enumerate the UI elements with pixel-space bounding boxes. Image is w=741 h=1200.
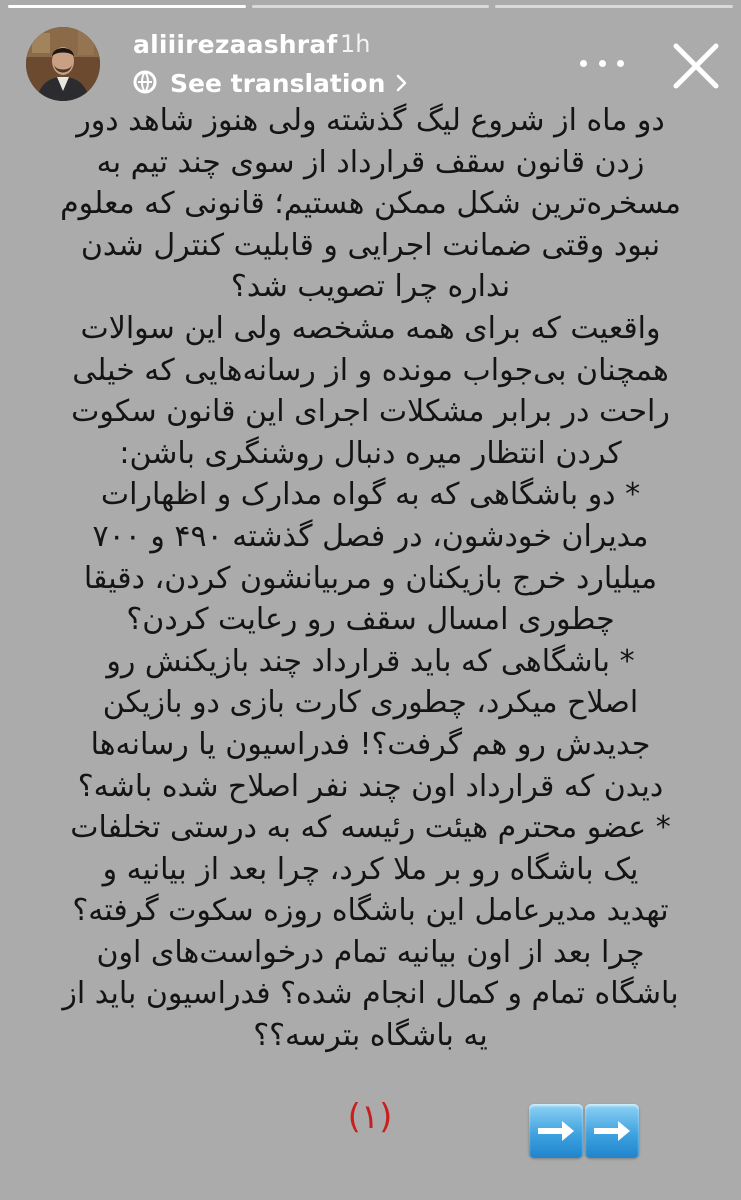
story-line: راحت در برابر مشکلات اجرای این قانون سکوت	[71, 394, 670, 430]
story-line: جدیدش رو هم گرفت؟! فدراسیون یا رسانه‌ها	[90, 726, 651, 762]
story-line: میلیارد خرج بازیکنان و مربیانشون کردن، دقیقا	[83, 560, 658, 596]
story-line: دو ماه از شروع لیگ گذشته ولی هنوز شاهد دور	[76, 103, 665, 138]
progress-segment-3	[495, 5, 733, 8]
see-translation-button[interactable]	[132, 66, 409, 100]
story-line: کردن انتظار میره دنبال روشنگری باشن:	[119, 435, 622, 471]
story-line: * عضو محترم هیئت رئیسه که به درستی تخلفات	[70, 810, 671, 846]
username[interactable]: aliiirezaashraf	[133, 30, 338, 59]
story-progress-bar	[8, 5, 733, 8]
story-line: مدیران خودشون، در فصل گذشته ۴۹۰ و ۷۰۰	[92, 518, 649, 554]
story-line: چرا بعد از اون بیانیه تمام درخواست‌های اون	[96, 934, 645, 970]
time-ago: 1h	[340, 30, 371, 58]
dot-icon	[580, 60, 587, 67]
story-line: یک باشگاه رو بر ملا کرد، چرا بعد از بیانیه و	[102, 851, 639, 887]
translate-icon	[132, 69, 160, 97]
close-icon	[668, 38, 724, 94]
right-arrow-emoji-icon	[585, 1104, 639, 1158]
story-line: مسخره‌ترین شکل ممکن هستیم؛ قانونی که معلوم	[60, 186, 681, 222]
story-line: همچنان بی‌جواب مونده و از رسانه‌هایی که خیلی	[72, 352, 669, 388]
close-button[interactable]	[668, 38, 724, 94]
dot-icon	[599, 60, 606, 67]
avatar-photo-icon	[26, 27, 100, 101]
story-line: نداره چرا تصویب شد؟	[230, 269, 511, 305]
next-arrows	[529, 1104, 639, 1158]
right-arrow-emoji-icon	[529, 1104, 583, 1158]
story-line: باشگاه تمام و کمال انجام شده؟ فدراسیون باید از	[62, 976, 679, 1012]
chevron-right-icon	[395, 73, 409, 93]
story-line: چطوری امسال سقف رو رعایت کردن؟	[126, 602, 615, 638]
story-line: زدن قانون سقف قرارداد از سوی چند تیم به	[96, 144, 645, 180]
page-number: (۱)	[347, 1097, 393, 1137]
dot-icon	[617, 60, 624, 67]
story-line: * دو باشگاهی که به گواه مدارک و اظهارات	[100, 477, 641, 513]
story-text	[28, 100, 713, 1057]
story-line: نبود وقتی ضمانت اجرایی و قابلیت کنترل شدن	[80, 227, 661, 263]
story-line: * باشگاهی که باید قرارداد چند بازیکنش رو	[106, 643, 635, 679]
progress-segment-1	[8, 5, 246, 8]
avatar[interactable]	[26, 27, 100, 101]
story-line: یه باشگاه بترسه؟؟	[253, 1018, 488, 1054]
progress-segment-2	[252, 5, 490, 8]
story-line: دیدن که قرارداد اون چند نفر اصلاح شده باشه؟	[77, 768, 664, 804]
more-options-button[interactable]	[580, 52, 624, 74]
see-translation-label: See translation	[170, 68, 386, 98]
story-line: اصلاح میکرد، چطوری کارت بازی دو بازیکن	[102, 685, 639, 721]
story-line: واقعیت که برای همه مشخصه ولی این سوالات	[80, 310, 661, 346]
story-line: تهدید مدیرعامل این باشگاه روزه سکوت گرفته؟	[72, 893, 669, 929]
